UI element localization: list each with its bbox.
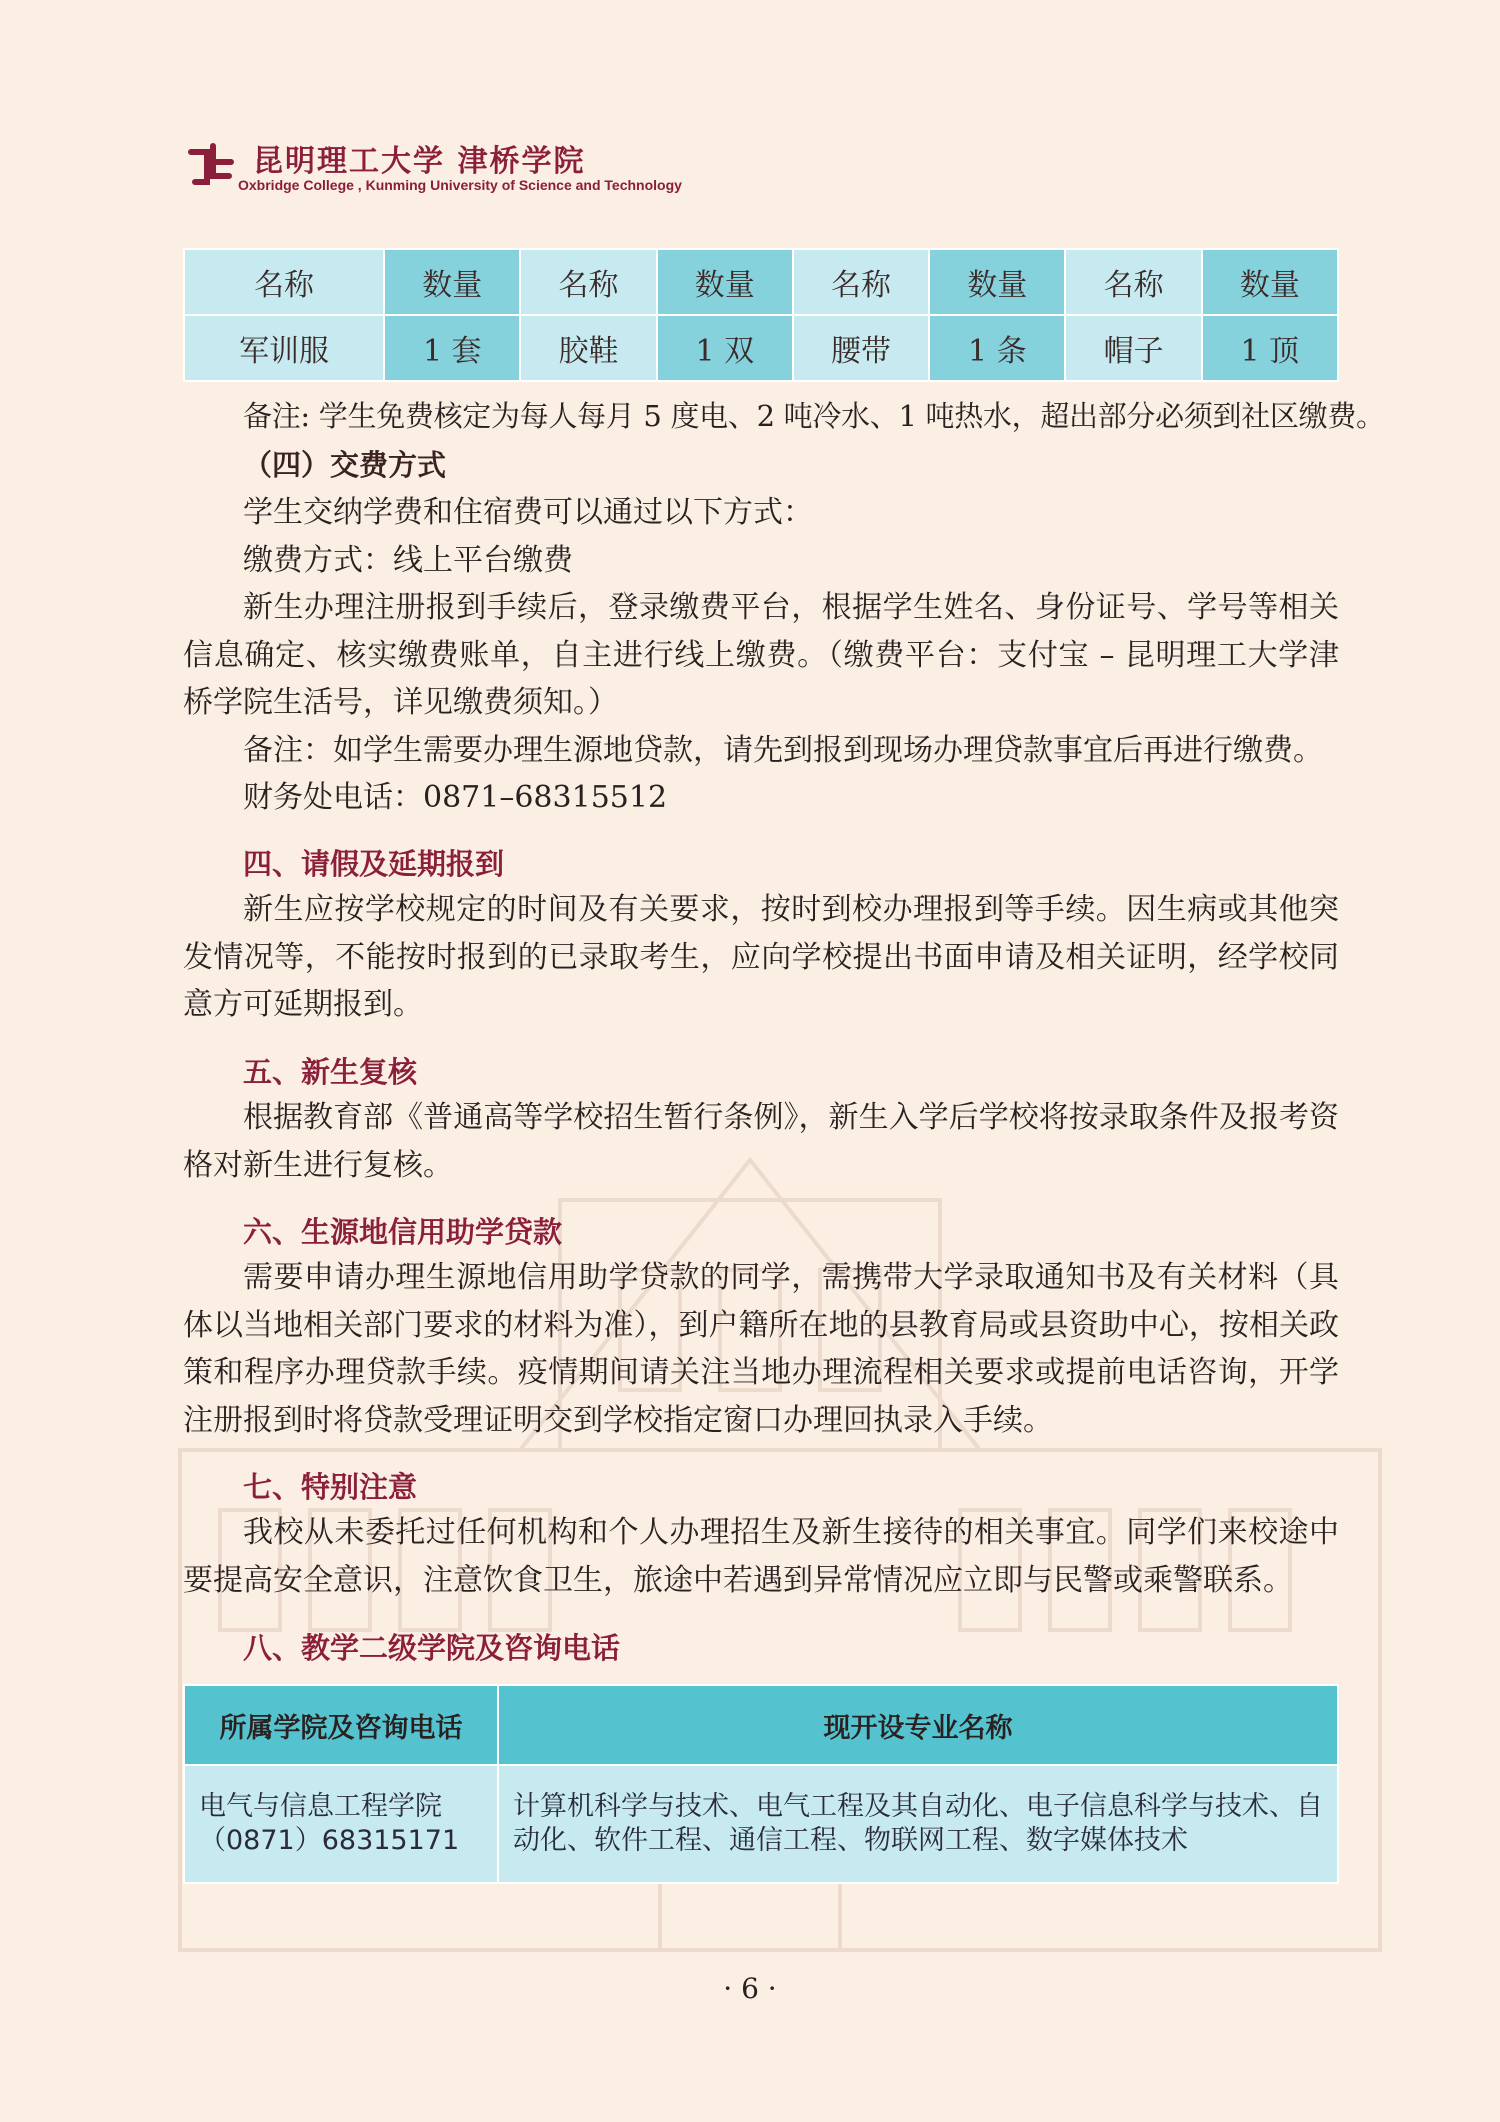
table-cell: 军训服 xyxy=(184,315,384,381)
section-heading: 六、生源地信用助学贷款 xyxy=(243,1215,563,1249)
payment-note: 备注：如学生需要办理生源地贷款，请先到报到现场办理贷款事宜后再进行缴费。 xyxy=(243,732,1323,768)
payment-detail: 新生办理注册报到手续后，登录缴费平台，根据学生姓名、身份证号、学号等相关信息确定、核实缴费账单，自主进行线上缴费。（缴费平台：支付宝 – 昆明理工大学津桥学院生活号，详见缴费须知。） xyxy=(183,590,1339,720)
college-name: 电气与信息工程学院 xyxy=(199,1791,442,1822)
page-number: · 6 · xyxy=(723,1972,777,2005)
payment-block xyxy=(183,489,1339,822)
table-cell: 数量 xyxy=(384,249,520,315)
table-cell: 数量 xyxy=(657,249,793,315)
table-header-row xyxy=(184,249,1338,315)
section-heading: 八、教学二级学院及咨询电话 xyxy=(243,1631,621,1665)
section-paragraph: 根据教育部《普通高等学校招生暂行条例》，新生入学后学校将按录取条件及报考资格对新生进行复核。 xyxy=(183,1100,1339,1183)
logo-english-name: Oxbridge College , Kunming University of Science and Technology xyxy=(238,177,682,193)
logo-chinese-name: 昆明理工大学 津桥学院 xyxy=(253,144,586,179)
table-cell: 名称 xyxy=(520,249,656,315)
table-cell: 帽子 xyxy=(1065,315,1201,381)
section-heading: 五、新生复核 xyxy=(243,1055,418,1089)
section-paragraph: 需要申请办理生源地信用助学贷款的同学，需携带大学录取通知书及有关材料（具体以当地相关部门要求的材料为准），到户籍所在地的县教育局或县资助中心，按相关政策和程序办理贷款手续。疫情期间请关注当地办理流程相关要求或提前电话咨询，开学注册报到时将贷款受理证明交到学校指定窗口办理回执录入手续。 xyxy=(183,1260,1339,1438)
college-phone: （0871）68315171 xyxy=(199,1825,460,1856)
section-body xyxy=(183,1254,1339,1444)
section-body xyxy=(183,886,1339,1029)
table-cell: 名称 xyxy=(184,249,384,315)
table-row xyxy=(184,315,1338,381)
uniform-items-table xyxy=(183,248,1339,382)
utilities-note: 备注: 学生免费核定为每人每月 5 度电、2 吨冷水、1 吨热水，超出部分必须到社区缴费。 xyxy=(243,399,1385,433)
section-heading: 七、特别注意 xyxy=(243,1470,418,1504)
table-cell: 胶鞋 xyxy=(520,315,656,381)
table-cell: 数量 xyxy=(929,249,1065,315)
section-body xyxy=(183,1094,1339,1189)
college-cell xyxy=(184,1765,498,1883)
section-paragraph: 新生应按学校规定的时间及有关要求，按时到校办理报到等手续。因生病或其他突发情况等，不能按时报到的已录取考生，应向学校提出书面申请及相关证明，经学校同意方可延期报到。 xyxy=(183,892,1339,1022)
table-cell: 1 套 xyxy=(384,315,520,381)
column-header: 现开设专业名称 xyxy=(498,1685,1338,1765)
majors-cell: 计算机科学与技术、电气工程及其自动化、电子信息科学与技术、自动化、软件工程、通信工程、物联网工程、数字媒体技术 xyxy=(498,1765,1338,1883)
table-cell: 腰带 xyxy=(793,315,929,381)
table-cell: 名称 xyxy=(1065,249,1201,315)
table-row xyxy=(184,1765,1338,1883)
section-body xyxy=(183,1509,1339,1604)
table-cell: 1 双 xyxy=(657,315,793,381)
table-cell: 名称 xyxy=(793,249,929,315)
table-header-row xyxy=(184,1685,1338,1765)
section-paragraph: 我校从未委托过任何机构和个人办理招生及新生接待的相关事宜。同学们来校途中要提高安全意识，注意饮食卫生，旅途中若遇到异常情况应立即与民警或乘警联系。 xyxy=(183,1515,1339,1598)
college-majors-table xyxy=(183,1684,1339,1884)
table-cell: 数量 xyxy=(1202,249,1338,315)
logo-mark-icon xyxy=(187,142,235,190)
payment-intro: 学生交纳学费和住宿费可以通过以下方式： xyxy=(243,495,813,530)
table-cell: 1 顶 xyxy=(1202,315,1338,381)
column-header: 所属学院及咨询电话 xyxy=(184,1685,498,1765)
finance-phone: 财务处电话：0871–68315512 xyxy=(243,780,668,815)
payment-title: （四）交费方式 xyxy=(243,448,447,482)
college-logo xyxy=(183,132,743,200)
section-heading: 四、请假及延期报到 xyxy=(243,847,505,881)
payment-method: 缴费方式：线上平台缴费 xyxy=(243,542,573,578)
table-cell: 1 条 xyxy=(929,315,1065,381)
utilities-note-block xyxy=(183,393,1385,441)
